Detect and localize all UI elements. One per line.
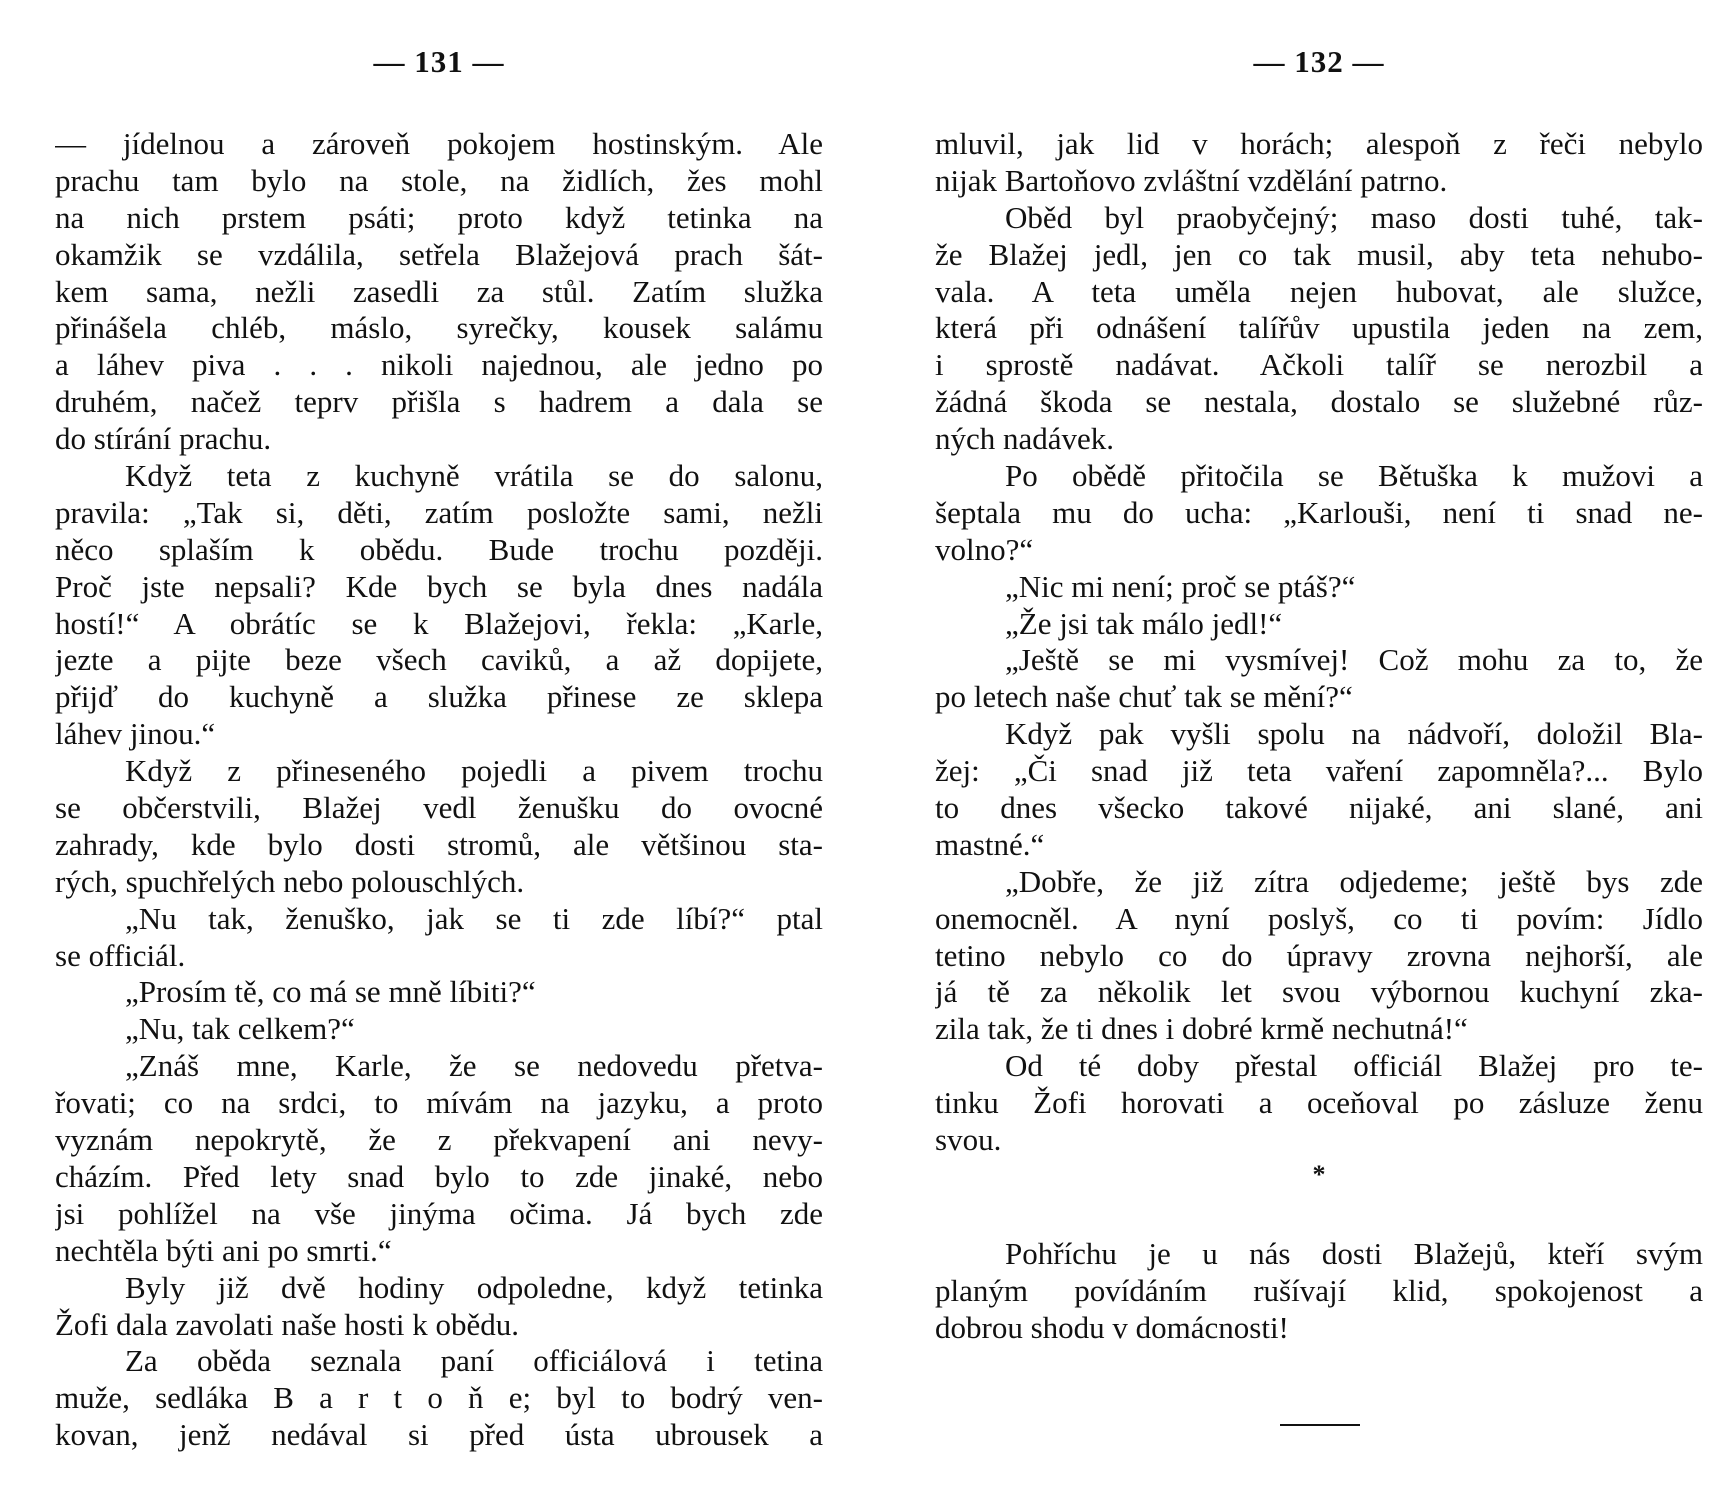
text-line: volno?“ [935,531,1034,567]
text-line: Od té doby přestal officiál Blažej pro te- [1005,1048,1703,1084]
text-line: kovan, jenž nedával si před ústa ubrousek a [55,1417,823,1453]
text-line: onemocněl. A nyní poslyš, co ti povím: Jídlo [935,900,1703,936]
text-line: řovati; co na srdci, to mívám na jazyku, a proto [55,1085,823,1121]
text-line: „Prosím tě, co má se mně líbiti?“ [125,974,536,1010]
text-line: která při odnášení talířův upustila jeden na zem, [935,310,1703,346]
text-line: „Že jsi tak málo jedl!“ [1005,605,1283,641]
section-separator: * [1312,1160,1326,1189]
text-line: žej: „Či snad již teta vaření zapomněla?... Bylo [935,753,1703,789]
text-line: ných nadávek. [935,421,1115,457]
text-line: zahrady, kde bylo dosti stromů, ale většinou sta- [55,826,823,862]
text-line: a láhev piva . . . nikoli najednou, ale jedno po [55,347,823,383]
text-line: láhev jinou.“ [55,716,216,752]
text-line: svou. [935,1122,1002,1158]
text-line: mastné.“ [935,826,1045,862]
text-line: hostí!“ A obrátíc se k Blažejovi, řekla: „Karle, [55,605,823,641]
text-line: Za oběda seznala paní officiálová i tetina [125,1343,823,1379]
text-line: se občerstvili, Blažej vedl ženušku do ovocné [55,790,823,826]
text-line: „Nic mi není; proč se ptáš?“ [1005,568,1356,604]
text-line: okamžik se vzdálila, setřela Blažejová prach šát- [55,236,823,272]
text-line: prachu tam bylo na stole, na židlích, žes mohl [55,162,823,198]
text-line: na nich prstem psáti; proto když tetinka na [55,199,823,235]
text-line: cházím. Před lety snad bylo to zde jinaké, nebo [55,1158,823,1194]
text-line: přijď do kuchyně a služka přinese ze sklepa [55,679,823,715]
text-line: šeptala mu do ucha: „Karlouši, není ti snad ne- [935,494,1703,530]
text-line: — jídelnou a zároveň pokojem hostinským. Ale [55,126,823,161]
text-line: jezte a pijte beze všech caviků, a až dopijete, [55,642,823,678]
text-line: „Nu, tak celkem?“ [125,1011,355,1047]
text-line: Když pak vyšli spolu na nádvoří, doložil Bla- [1005,716,1703,752]
end-rule [1280,1424,1360,1426]
text-line: rých, spuchřelých nebo polouschlých. [55,863,525,899]
text-line: nechtěla býti ani po smrti.“ [55,1232,392,1268]
page-body [55,126,823,1454]
text-line: že Blažej jedl, jen co tak musil, aby teta nehubo- [935,236,1703,272]
closing-paragraph [935,1236,1703,1347]
text-line: to dnes všecko takové nijaké, ani slané, ani [935,790,1703,826]
text-line: Pohříchu je u nás dosti Blažejů, kteří svým [1005,1236,1703,1271]
text-line: nijak Bartoňovo zvláštní vzdělání patrno. [935,162,1448,198]
text-line: planým povídáním rušívají klid, spokojenost a [935,1272,1703,1308]
text-line: po letech naše chuť tak se mění?“ [935,679,1353,715]
text-line: druhém, načež teprv přišla s hadrem a dala se [55,384,823,420]
text-line: Proč jste nepsali? Kde bych se byla dnes nadála [55,568,823,604]
page-body [935,126,1703,1159]
page-number: — 132 — [1253,44,1385,79]
text-line: žádná škoda se nestala, dostalo se služebné růz- [935,384,1703,420]
text-line: něco splaším k obědu. Bude trochu později. [55,531,823,567]
text-line: Žofi dala zavolati naše hosti k obědu. [55,1306,520,1342]
text-line: Po obědě přitočila se Bětuška k mužovi a [1005,458,1703,494]
text-line: vyznám nepokrytě, že z překvapení ani nevy- [55,1122,823,1158]
text-line: vala. A teta uměla nejen hubovat, ale služce, [935,273,1703,309]
text-line: mluvil, jak lid v horách; alespoň z řeči nebylo [935,126,1703,161]
text-line: „Dobře, že již zítra odjedeme; ještě bys zde [1005,863,1703,899]
text-line: kem sama, nežli zasedli za stůl. Zatím služka [55,273,823,309]
text-line: já tě za několik let svou výbornou kuchyní zka- [935,974,1703,1010]
text-line: se officiál. [55,937,186,973]
text-line: tinku Žofi horovati a oceňoval po zásluze ženu [935,1085,1703,1121]
text-line: zila tak, že ti dnes i dobré krmě nechutná!“ [935,1011,1468,1047]
text-line: „Nu tak, ženuško, jak se ti zde líbí?“ ptal [125,900,823,936]
text-line: Když z přineseného pojedli a pivem trochu [125,753,823,789]
text-line: tetino nebylo co do úpravy zrovna nejhorší, ale [935,937,1703,973]
text-line: „Ještě se mi vysmívej! Což mohu za to, že [1005,642,1703,678]
text-line: i sprostě nadávat. Ačkoli talíř se nerozbil a [935,347,1703,383]
text-line: Když teta z kuchyně vrátila se do salonu, [125,458,823,494]
text-line: přinášela chléb, máslo, syrečky, kousek salámu [55,310,823,346]
text-line: jsi pohlížel na vše jinýma očima. Já bych zde [55,1195,823,1231]
text-line: muže, sedláka B a r t o ň e; byl to bodrý ven- [55,1380,823,1416]
text-line: „Znáš mne, Karle, že se nedovedu přetva- [125,1048,823,1084]
text-line: do stírání prachu. [55,421,272,457]
page-number: — 131 — [373,44,505,79]
text-line: Byly již dvě hodiny odpoledne, když tetinka [125,1269,823,1305]
text-line: dobrou shodu v domácnosti! [935,1309,1289,1345]
text-line: Oběd byl praobyčejný; maso dosti tuhé, tak- [1005,199,1703,235]
text-line: pravila: „Tak si, děti, zatím posložte sami, nežli [55,494,823,530]
